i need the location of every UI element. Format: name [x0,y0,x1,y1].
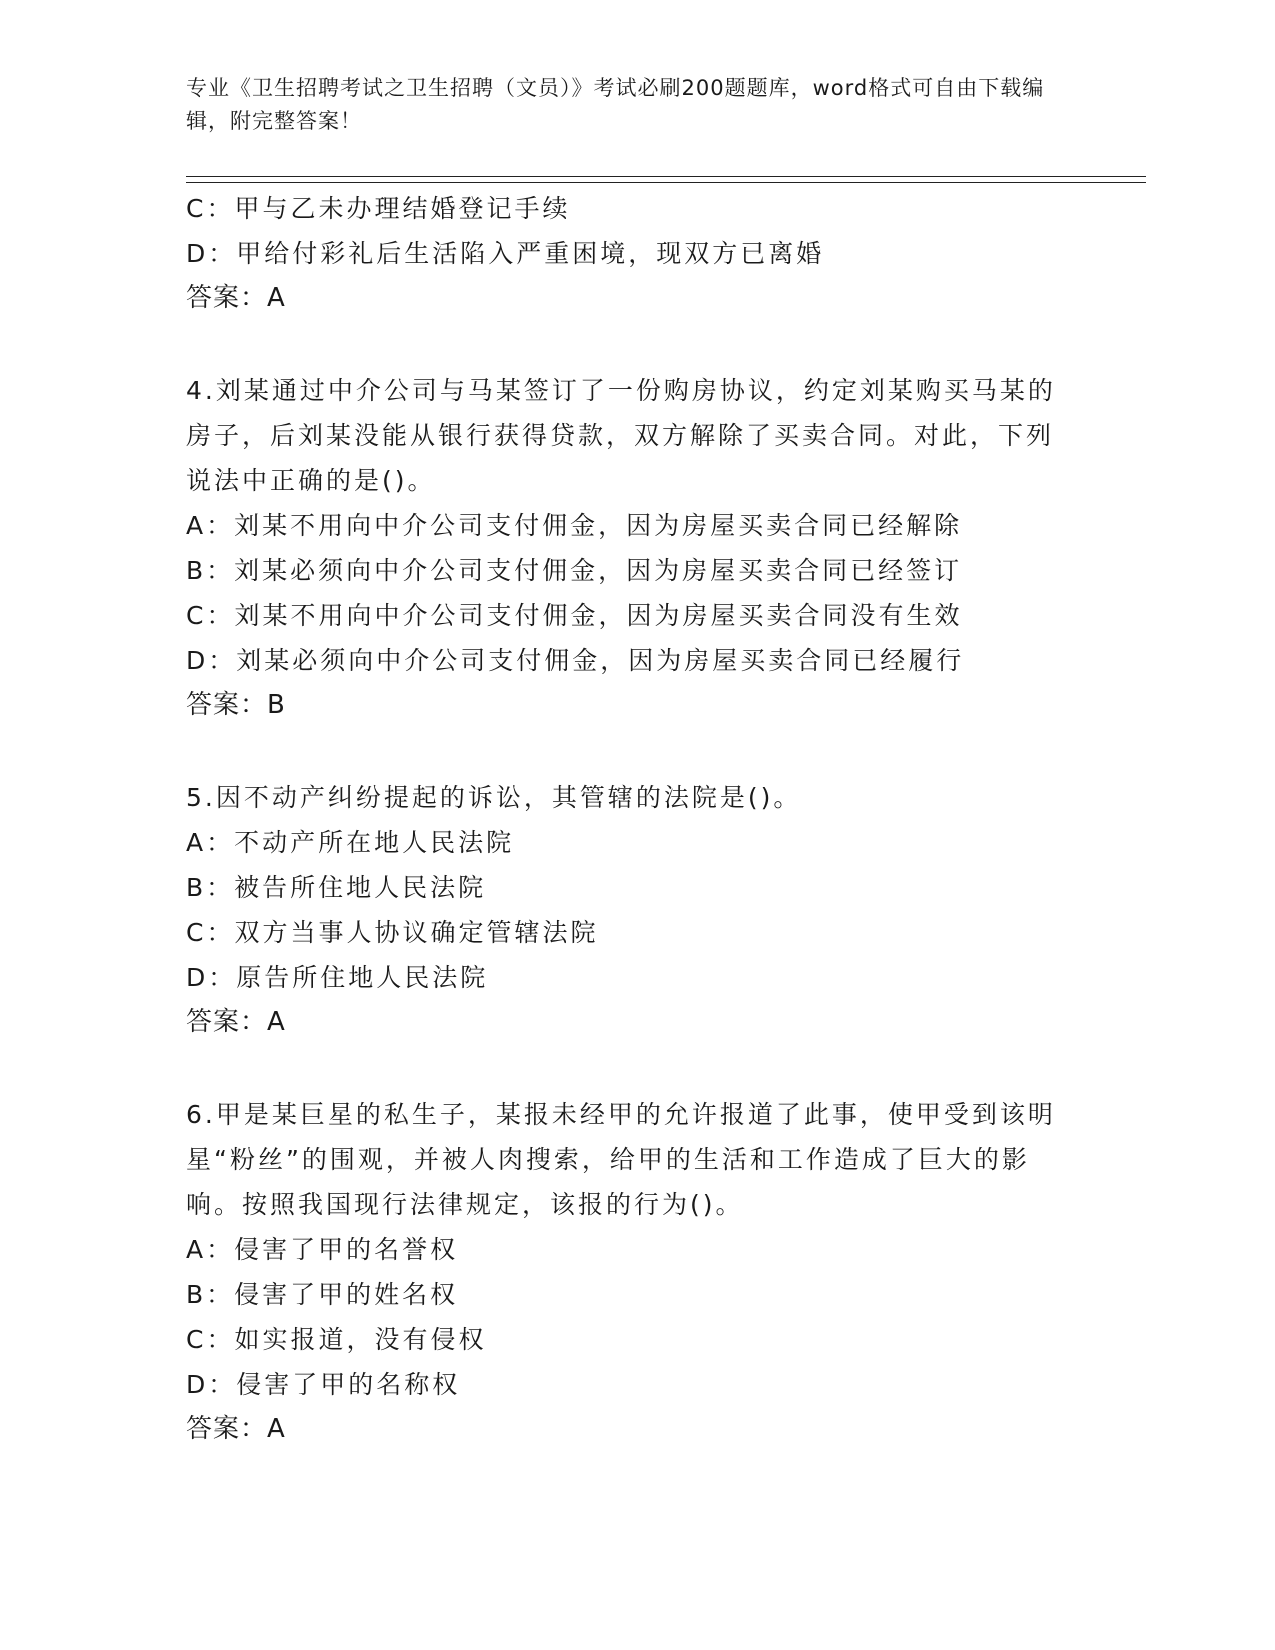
question-6 [186,1092,1086,1452]
question-3-continuation [186,186,1086,321]
option-b: B：侵害了甲的姓名权 [186,1280,459,1309]
answer-line: 答案：A [186,1414,286,1444]
option-a: A：侵害了甲的名誉权 [186,1235,459,1264]
option-c: C：刘某不用向中介公司支付佣金，因为房屋买卖合同没有生效 [186,601,963,630]
question-content [186,186,1086,1452]
header-rule-top [186,176,1146,177]
option-a: A：刘某不用向中介公司支付佣金，因为房屋买卖合同已经解除 [186,511,963,540]
spacer [186,728,1086,775]
option-d: D：侵害了甲的名称权 [186,1370,461,1399]
question-stem: 5.因不动产纠纷提起的诉讼，其管辖的法院是()。 [186,783,802,812]
option-c: C：双方当事人协议确定管辖法院 [186,918,599,947]
header-rule-bottom [186,182,1146,183]
answer-line: 答案：A [186,283,286,313]
spacer [186,321,1086,368]
answer-line: 答案：B [186,690,286,720]
answer-line: 答案：A [186,1007,286,1037]
option-b: B：刘某必须向中介公司支付佣金，因为房屋买卖合同已经签订 [186,556,963,585]
option-b: B：被告所住地人民法院 [186,873,487,902]
spacer [186,1045,1086,1092]
option-c: C：如实报道，没有侵权 [186,1325,487,1354]
option-d: D：原告所住地人民法院 [186,963,489,992]
question-4 [186,368,1086,728]
document-header: 专业《卫生招聘考试之卫生招聘（文员）》考试必刷200题题库，word格式可自由下载编辑，附完整答案！ [186,76,1045,133]
question-stem: 4.刘某通过中介公司与马某签订了一份购房协议，约定刘某购买马某的房子，后刘某没能从银行获得贷款，双方解除了买卖合同。对此，下列说法中正确的是()。 [186,376,1056,495]
question-5 [186,775,1086,1045]
option-c: C：甲与乙未办理结婚登记手续 [186,194,571,223]
option-a: A：不动产所在地人民法院 [186,828,515,857]
option-d: D：甲给付彩礼后生活陷入严重困境，现双方已离婚 [186,239,825,268]
question-stem: 6.甲是某巨星的私生子，某报未经甲的允许报道了此事，使甲受到该明星“粉丝”的围观，并被人肉搜索，给甲的生活和工作造成了巨大的影响。按照我国现行法律规定，该报的行为()。 [186,1100,1056,1219]
option-d: D：刘某必须向中介公司支付佣金，因为房屋买卖合同已经履行 [186,646,965,675]
